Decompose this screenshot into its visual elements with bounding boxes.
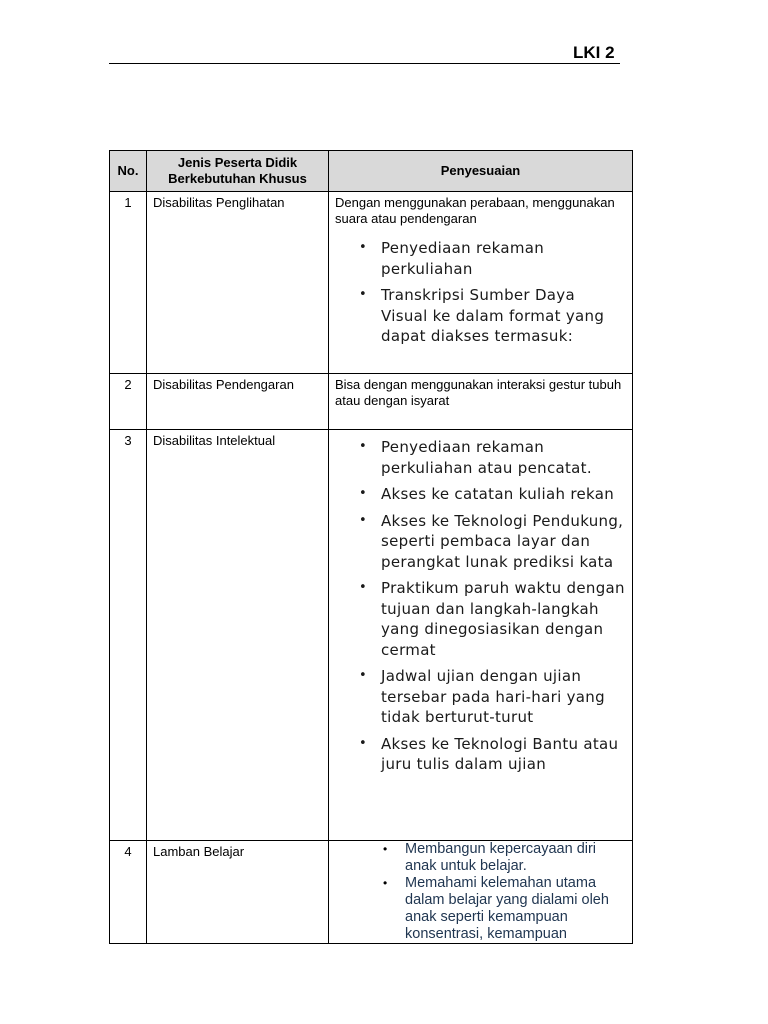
row-number: 4 — [110, 841, 147, 944]
row-jenis: Disabilitas Pendengaran — [147, 374, 329, 430]
header-jenis-label: Jenis Peserta Didik Berkebutuhan Khusus — [168, 155, 307, 186]
adjustment-list — [335, 841, 626, 943]
list-item: • Penyediaan rekaman perkuliahan atau pencatat. — [335, 437, 626, 478]
header-rule — [109, 63, 620, 64]
row-penyesuaian — [329, 192, 633, 374]
table-row — [110, 192, 633, 374]
row-number: 1 — [110, 192, 147, 374]
row-jenis: Disabilitas Penglihatan — [147, 192, 329, 374]
row-number: 2 — [110, 374, 147, 430]
list-item: • Akses ke Teknologi Pendukung, seperti pembaca layar dan perangkat lunak prediksi kata — [335, 511, 626, 573]
table-row — [110, 374, 633, 430]
row-description: Dengan menggunakan perabaan, menggunakan suara atau pendengaran — [335, 195, 615, 226]
row-jenis: Disabilitas Intelektual — [147, 430, 329, 841]
list-item: • Penyediaan rekaman perkuliahan — [335, 238, 626, 279]
row-number: 3 — [110, 430, 147, 841]
row-description: Bisa dengan menggunakan interaksi gestur tubuh atau dengan isyarat — [335, 377, 622, 408]
row-penyesuaian — [329, 430, 633, 841]
document-label: LKI 2 — [573, 43, 615, 62]
list-item: • Transkripsi Sumber Daya Visual ke dalam format yang dapat diakses termasuk: — [335, 285, 626, 347]
list-item: • Jadwal ujian dengan ujian tersebar pada hari-hari yang tidak berturut-turut — [335, 666, 626, 728]
adjustment-list — [335, 238, 626, 347]
adjustment-table — [109, 150, 633, 944]
header-jenis — [147, 151, 329, 192]
list-item: • Membangun kepercayaan diri anak untuk belajar. — [335, 841, 626, 875]
table-row — [110, 841, 633, 944]
header-no: No. — [110, 151, 147, 192]
table-row — [110, 430, 633, 841]
list-item: • Akses ke Teknologi Bantu atau juru tulis dalam ujian — [335, 734, 626, 775]
header-penyesuaian: Penyesuaian — [329, 151, 633, 192]
row-penyesuaian — [329, 374, 633, 430]
list-item: • Akses ke catatan kuliah rekan — [335, 484, 626, 505]
list-item: • Praktikum paruh waktu dengan tujuan dan langkah-langkah yang dinegosiasikan dengan cermat — [335, 578, 626, 660]
adjustment-list — [335, 437, 626, 775]
row-jenis: Lamban Belajar — [147, 841, 329, 944]
list-item: • Memahami kelemahan utama dalam belajar yang dialami oleh anak seperti kemampuan konsentrasi, kemampuan — [335, 875, 626, 943]
table-header-row — [110, 151, 633, 192]
row-penyesuaian — [329, 841, 633, 944]
